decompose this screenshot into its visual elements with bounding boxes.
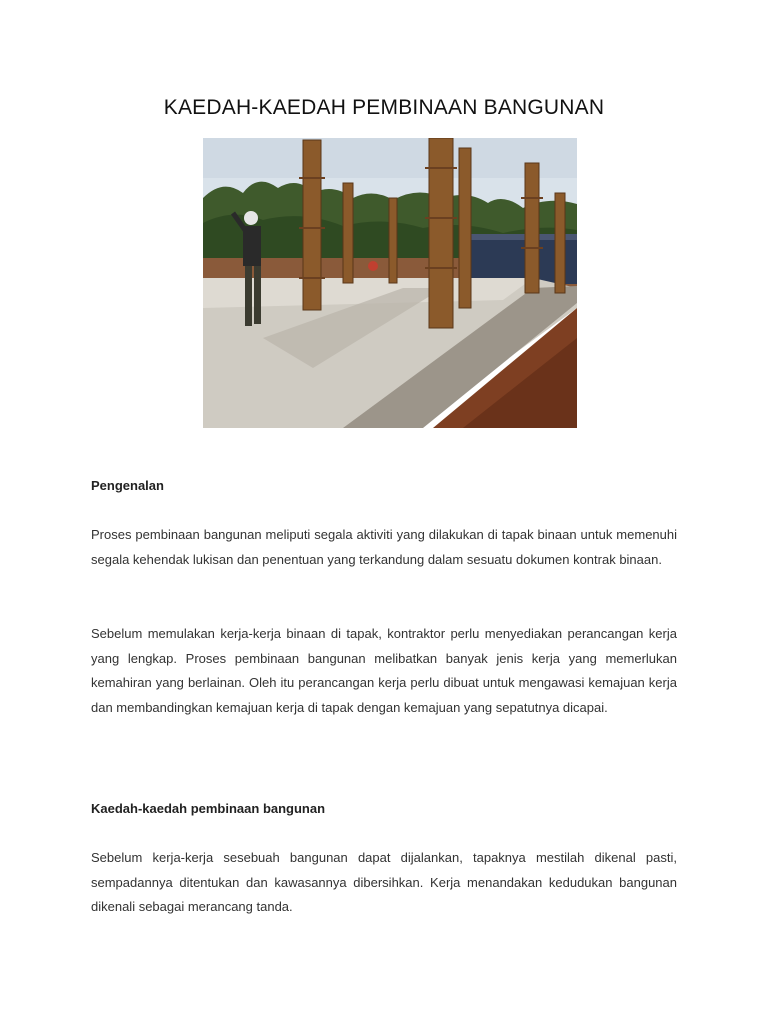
section-heading-pengenalan: Pengenalan (91, 478, 164, 493)
paragraph: Proses pembinaan bangunan meliputi segala aktiviti yang dilakukan di tapak binaan untuk memenuhi segala kehendak lukisan dan penentuan yang terkandung dalam sesuatu dokumen kontrak binaan. (91, 527, 677, 567)
paragraph: Sebelum kerja-kerja sesebuah bangunan dapat dijalankan, tapaknya mestilah dikenal pasti, sempadannya ditentukan dan kawasannya dibersihkan. Kerja menandakan kedudukan bangunan dikenali sebagai merancang tanda. (91, 850, 677, 915)
paragraph: Sebelum memulakan kerja-kerja binaan di tapak, kontraktor perlu menyediakan perancangan kerja yang lengkap. Proses pembinaan bangunan melibatkan banyak jenis kerja yang memerlukan kemahiran yang berlainan. Oleh itu perancangan kerja perlu dibuat untuk mengawasi kemajuan kerja dan membandingkan kemajuan kerja di tapak dengan kemajuan yang sepatutnya dicapai. (91, 626, 677, 715)
construction-site-photo (203, 138, 577, 428)
document-title: KAEDAH-KAEDAH PEMBINAAN BANGUNAN (163, 96, 605, 119)
section-heading-kaedah: Kaedah-kaedah pembinaan bangunan (91, 801, 326, 816)
